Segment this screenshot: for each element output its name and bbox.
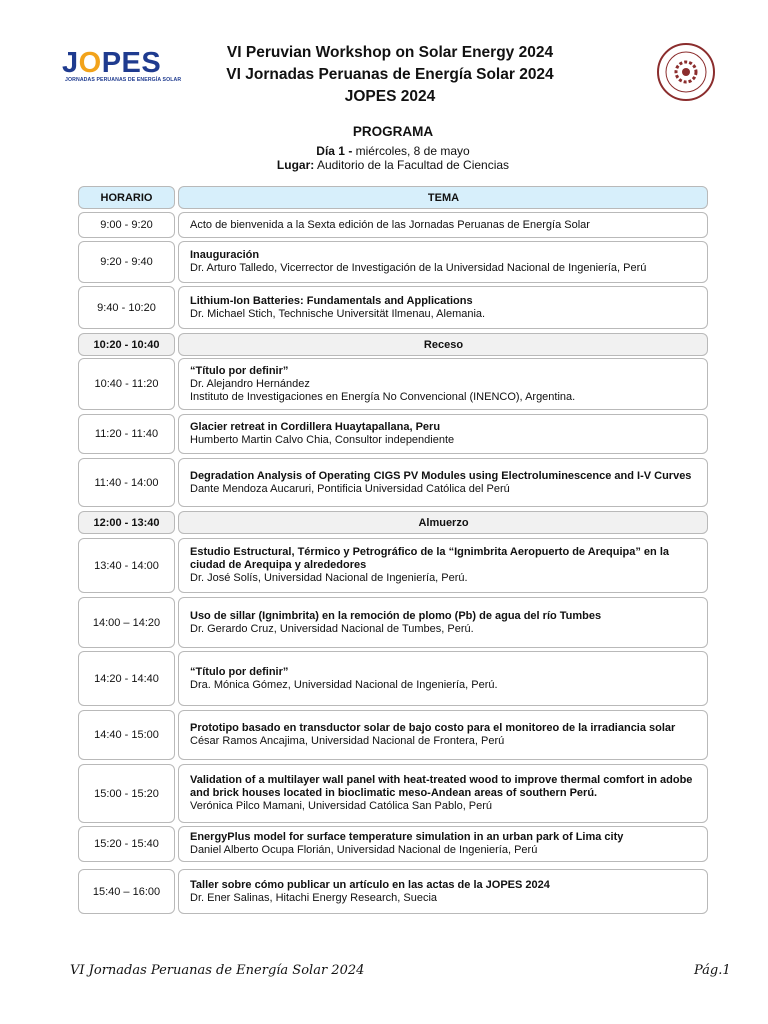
- row-time: 9:00 - 9:20: [78, 212, 175, 238]
- topic-title: “Título por definir”: [190, 665, 289, 678]
- header-line-3: JOPES 2024: [344, 88, 436, 105]
- logo-subtitle: JORNADAS PERUANAS DE ENERGÍA SOLAR: [65, 77, 182, 83]
- row-time: 13:40 - 14:00: [78, 538, 175, 593]
- topic-detail: Dr. Ener Salinas, Hitachi Energy Research, Suecia: [190, 891, 438, 904]
- column-header-time: HORARIO: [78, 186, 175, 209]
- topic-title: Prototipo basado en transductor solar de bajo costo para el monitoreo de la irradiancia solar: [190, 722, 676, 734]
- topic-title: Lithium-Ion Batteries: Fundamentals and Applications: [190, 294, 473, 307]
- column-header-topic: TEMA: [178, 186, 708, 209]
- row-topic: [178, 458, 708, 507]
- topic-title: Glacier retreat in Cordillera Huaytapallana, Peru: [190, 421, 441, 433]
- jopes-logo: [62, 47, 182, 88]
- row-topic: [178, 651, 708, 706]
- row-topic: [178, 764, 708, 823]
- row-time: 15:00 - 15:20: [78, 764, 175, 823]
- topic-detail: Verónica Pilco Mamani, Universidad Católica San Pablo, Perú: [190, 800, 493, 812]
- topic-detail: Dante Mendoza Aucaruri, Pontificia Universidad Católica del Perú: [190, 482, 510, 495]
- row-topic: [178, 538, 708, 593]
- topic-detail: César Ramos Ancajima, Universidad Nacional de Frontera, Perú: [190, 735, 505, 747]
- row-time: 9:20 - 9:40: [78, 241, 175, 283]
- row-topic: [178, 597, 708, 648]
- place-line: Lugar: Auditorio de la Facultad de Ciencias: [276, 158, 510, 172]
- row-topic: [178, 414, 708, 454]
- row-time: 12:00 - 13:40: [78, 511, 175, 534]
- row-time: 10:20 - 10:40: [78, 333, 175, 356]
- topic-detail: Dr. José Solís, Universidad Nacional de Ingeniería, Perú.: [190, 572, 468, 584]
- logo-wordmark: JOPES: [62, 47, 162, 79]
- row-time: 9:40 - 10:20: [78, 286, 175, 329]
- topic-detail: Instituto de Investigaciones en Energía No Convencional (INENCO), Argentina.: [190, 390, 576, 403]
- row-time: 14:40 - 15:00: [78, 710, 175, 760]
- topic-detail: Dr. Gerardo Cruz, Universidad Nacional de Tumbes, Perú.: [190, 622, 474, 635]
- footer-page-number: Pág.1: [694, 963, 731, 978]
- topic-title: Almuerzo: [418, 516, 469, 529]
- programa-title: PROGRAMA: [352, 124, 434, 139]
- topic-detail: Humberto Martin Calvo Chia, Consultor independiente: [190, 434, 455, 446]
- row-time: 15:20 - 15:40: [78, 826, 175, 862]
- topic-detail: Dr. Arturo Talledo, Vicerrector de Investigación de la Universidad Nacional de Ingeniería, Perú: [190, 262, 647, 274]
- topic-title: Taller sobre cómo publicar un artículo en las actas de la JOPES 2024: [190, 878, 550, 891]
- header-line-2: VI Jornadas Peruanas de Energía Solar 2024: [226, 66, 554, 83]
- topic-title: EnergyPlus model for surface temperature simulation in an urban park of Lima city: [190, 831, 624, 843]
- row-time: 14:00 – 14:20: [78, 597, 175, 648]
- topic-title: Validation of a multilayer wall panel with heat-treated wood to improve thermal comfort in adobe and brick houses located in bioclimatic meso-Andean areas of southern Perú.: [190, 774, 693, 799]
- topic-detail: Dra. Mónica Gómez, Universidad Nacional de Ingeniería, Perú.: [190, 678, 498, 691]
- topic-title: “Título por definir”: [190, 364, 289, 377]
- topic-detail: Acto de bienvenida a la Sexta edición de las Jornadas Peruanas de Energía Solar: [190, 218, 590, 231]
- row-topic: [178, 241, 708, 283]
- break-label: [178, 511, 708, 534]
- footer-event-name: VI Jornadas Peruanas de Energía Solar 2024: [70, 963, 365, 978]
- break-label: [178, 333, 708, 356]
- university-seal-icon: [656, 42, 716, 102]
- day-line: Día 1 - miércoles, 8 de mayo: [316, 144, 470, 158]
- row-topic: [178, 710, 708, 760]
- header-line-1: VI Peruvian Workshop on Solar Energy 2024: [226, 44, 554, 61]
- topic-detail: Dr. Alejandro Hernández: [190, 377, 310, 390]
- topic-title: Receso: [423, 338, 464, 351]
- row-time: 11:20 - 11:40: [78, 414, 175, 454]
- row-topic: [178, 286, 708, 329]
- row-time: 14:20 - 14:40: [78, 651, 175, 706]
- topic-title: Estudio Estructural, Térmico y Petrográfico de la “Ignimbrita Aeropuerto de Arequipa” en la ciudad de Arequipa y alrededores: [190, 546, 669, 571]
- row-topic: [178, 826, 708, 862]
- topic-detail: Daniel Alberto Ocupa Florián, Universidad Nacional de Ingeniería, Perú: [190, 844, 538, 856]
- row-time: 10:40 - 11:20: [78, 358, 175, 410]
- topic-detail: Dr. Michael Stich, Technische Universität Ilmenau, Alemania.: [190, 307, 486, 320]
- topic-title: Degradation Analysis of Operating CIGS PV Modules using Electroluminescence and I-V Curves: [190, 469, 692, 482]
- row-topic: [178, 358, 708, 410]
- row-time: 11:40 - 14:00: [78, 458, 175, 507]
- row-topic: [178, 212, 708, 238]
- topic-title: Uso de sillar (Ignimbrita) en la remoción de plomo (Pb) de agua del río Tumbes: [190, 609, 602, 622]
- row-time: 15:40 – 16:00: [78, 869, 175, 914]
- topic-title: Inauguración: [190, 249, 260, 261]
- row-topic: [178, 869, 708, 914]
